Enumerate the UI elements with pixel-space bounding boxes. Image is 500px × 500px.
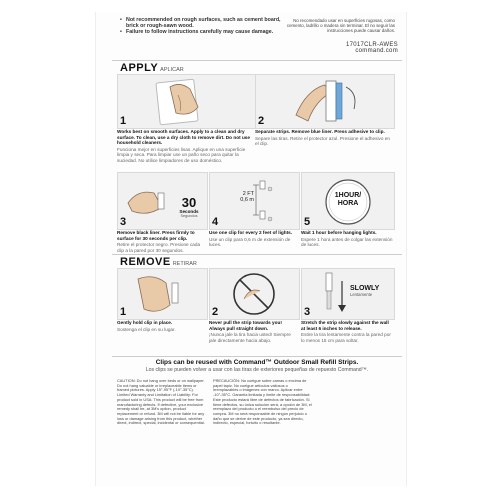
spacing-icon xyxy=(210,173,299,229)
seconds-label: Seconds xyxy=(179,209,199,214)
remove-step-1-panel xyxy=(117,268,208,320)
product-code-block xyxy=(330,42,398,55)
apply-step-4-caption xyxy=(209,230,299,248)
apply-subtitle: APLICAR xyxy=(160,67,184,73)
apply-step-4-panel xyxy=(209,172,300,230)
apply-heading xyxy=(120,62,184,74)
stretch-strip-icon xyxy=(302,269,394,319)
spacing-label xyxy=(232,191,254,203)
apply-step-5-caption xyxy=(301,230,393,248)
warning-spanish: No recomendado usar en superficies rugosas, como cemento, ladrillo o madera sin terminar. El no seguir las instrucciones puede causar daños. xyxy=(286,18,395,34)
divider xyxy=(112,356,402,357)
remove-title: REMOVE xyxy=(120,256,171,268)
seconds-label-es: Segundos xyxy=(180,214,198,218)
hour-text: 1HOUR/ xyxy=(334,192,362,199)
apply-step-1-panel xyxy=(117,74,257,129)
divider xyxy=(112,254,402,255)
apply-step-2-panel xyxy=(255,74,395,129)
step-number: 1 xyxy=(120,115,127,127)
seconds-badge xyxy=(174,197,204,218)
slowly-text: SLOWLY xyxy=(350,285,380,292)
step-text: Use one clip for every 2 feet of lights. xyxy=(209,230,293,235)
step-text: Works best on smooth surfaces. Apply to a clean and dry surface. To clean, use a dry cloth to remove dirt. Do not use household cleaners. xyxy=(117,129,251,145)
remove-subtitle: RETIRAR xyxy=(172,261,197,267)
hour-text-es: HORA xyxy=(337,200,359,207)
caution-english: CAUTION: Do not hang over beds or on wallpaper. Do not hang valuable or irreplaceable items or framed pictures. Apply 15°-95°F (-10°-35°C). Limited Warranty and Limitation of Liability: For product sold in USA: This product will be free from manufacturing defects. If defective, your exclusive remedy shall be, at 3M's option, product replacement or refund. 3M will not be liable for any loss or damage arising from this product, whether direct, indirect, special, incidental or consequential. xyxy=(117,378,205,426)
apply-step-3-caption xyxy=(117,230,207,253)
spacing-feet: 2 FT xyxy=(242,191,254,197)
step-text: Stretch the strip slowly against the wall at least 6 inches to release. xyxy=(301,320,389,331)
step-text-es: Retire el protector negro. Presione cada clip a la pared por 30 segundos. xyxy=(117,242,201,253)
step-number: 2 xyxy=(212,306,219,318)
peel-liner-icon xyxy=(256,75,394,128)
step-number: 3 xyxy=(120,216,127,228)
apply-step-5-panel xyxy=(301,172,395,230)
product-code: 17017CLR-AWES xyxy=(345,42,398,48)
slowly-label xyxy=(350,285,379,297)
step-text-es: ¡Nunca jale la tira hacia usted! Siempre jale directamente hacia abajo. xyxy=(209,332,291,343)
step-text-es: Funciona mejor en superficies lisas. Aplique en una superficie limpia y seca. Para limpiar use un paño seco para quitar la suciedad. No utilice limpiadores de uso doméstico. xyxy=(117,146,246,163)
step-number: 3 xyxy=(304,306,311,318)
apply-step-1-caption xyxy=(117,129,253,163)
website: command.com xyxy=(355,48,398,55)
step-number: 4 xyxy=(212,216,219,228)
step-number: 2 xyxy=(258,115,265,127)
apply-step-2-caption xyxy=(255,129,391,147)
step-text-es: Sostenga el clip en su lugar. xyxy=(117,326,176,332)
step-text-es: Separe las tiras. Retire el protector azul. Presione el adhesivo en el clip. xyxy=(255,135,390,146)
refill-note: Clips can be reused with Command™ Outdoor Small Refill Strips. xyxy=(155,359,359,366)
divider xyxy=(112,60,402,61)
step-number: 1 xyxy=(120,306,127,318)
refill-note-es: Los clips se pueden volver a usar con las tiras de exteriores pequeñas de repuesto Command™. xyxy=(145,367,369,373)
hold-clip-icon xyxy=(118,269,207,319)
step-text-es: Espere 1 hora antes de colgar las extensión de luces. xyxy=(301,236,393,247)
step-text: Never pull the strip towards you! Always pull straight down. xyxy=(209,320,282,331)
step-text-es: Estire la tira lentamente contra la pared por lo menos 15 cm para soltar. xyxy=(301,332,391,343)
remove-step-2-caption xyxy=(209,320,299,343)
warning-list xyxy=(120,17,290,36)
remove-step-2-panel xyxy=(209,268,300,320)
hour-label xyxy=(326,192,370,208)
warning-item: • Not recommended on rough surfaces, such as cement board, brick or rough-sawn wood. xyxy=(120,17,290,29)
no-pull-icon xyxy=(210,269,299,319)
remove-step-3-caption xyxy=(301,320,393,343)
remove-step-3-panel xyxy=(301,268,395,320)
step-text-es: Use un clip para 0,6 m de extensión de luces. xyxy=(209,236,291,247)
caution-spanish: PRECAUCIÓN: No cuelgue sobre camas o encima de papel tapiz. No cuelgue artículos valiosos o irremplazables o imágenes con marco. Aplicar entre -10°-35°C. Garantía limitada y límite de responsabilidad: Este producto estará libre de defectos de fabricación. Si tiene defectos, su única solución será, a opción de 3M, el reemplazo del producto o el reembolso del precio de compra. 3M no será responsable de ningún perjuicio o daño que se derive de este producto, ya sea directo, indirecto, especial, fortuito o resultante. xyxy=(213,378,312,426)
remove-heading xyxy=(120,256,197,268)
apply-title: APPLY xyxy=(120,62,159,74)
warning-item: • Failure to follow instructions carefully may cause damage. xyxy=(120,29,290,35)
wiping-hand-icon xyxy=(118,75,256,128)
slowly-text-es: Lentamente xyxy=(350,292,373,297)
step-text: Wait 1 hour before hanging lights. xyxy=(301,230,377,235)
step-text: Separate strips. Remove blue liner. Press adhesive to clip. xyxy=(255,129,385,134)
spacing-meters: 0,6 m xyxy=(240,197,254,203)
step-text: Remove black liner. Press firmly to surface for 30 seconds per clip. xyxy=(117,230,195,241)
step-number: 5 xyxy=(304,216,311,228)
step-text: Gently hold clip in place. xyxy=(117,320,173,325)
seconds-value: 30 xyxy=(181,195,197,210)
apply-step-3-panel xyxy=(117,172,208,230)
remove-step-1-caption xyxy=(117,320,207,332)
